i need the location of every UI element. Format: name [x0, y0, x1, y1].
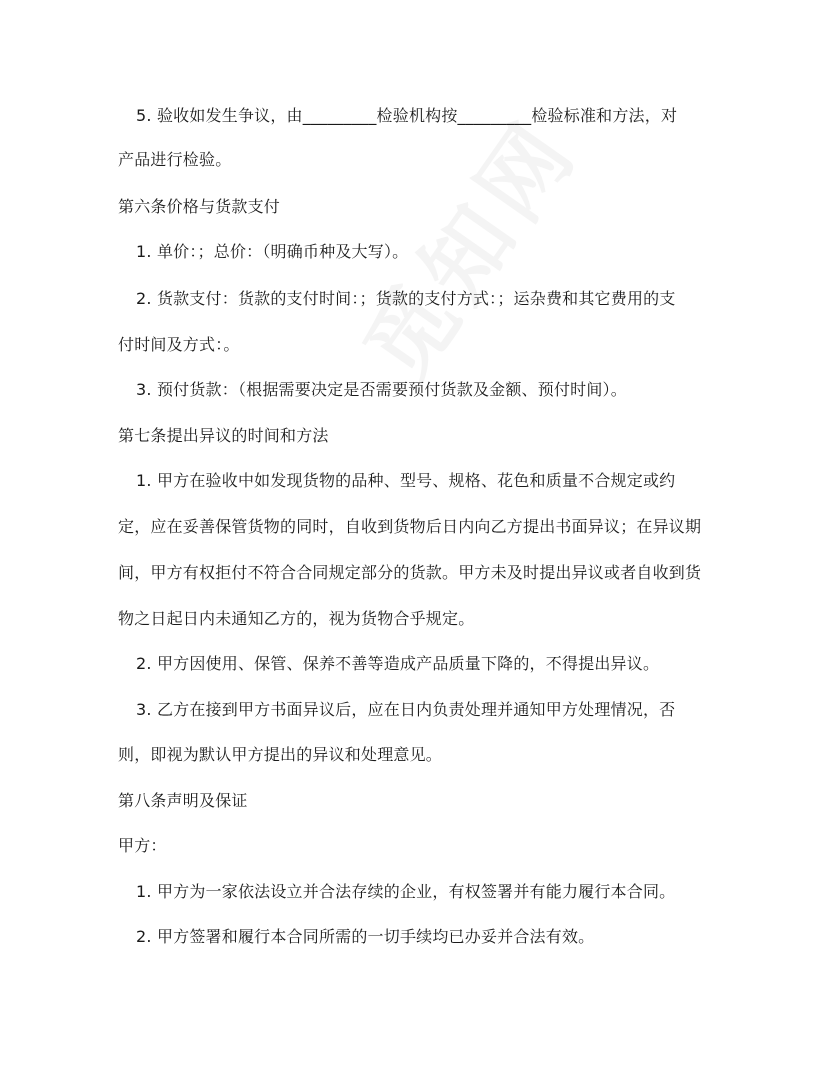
paragraph-line: 2. 货款支付：货款的支付时间：；货款的支付方式：；运杂费和其它费用的支: [136, 289, 676, 308]
paragraph-line: 物之日起日内未通知乙方的，视为货物合乎规定。: [118, 609, 475, 628]
paragraph-line: 付时间及方式：。: [118, 335, 240, 354]
paragraph-line: 产品进行检验。: [118, 150, 232, 169]
paragraph-line: 间，甲方有权拒付不符合合同规定部分的货款。甲方未及时提出异议或者自收到货: [118, 563, 702, 582]
section-heading: 第八条声明及保证: [118, 791, 248, 810]
paragraph-line: 2. 甲方签署和履行本合同所需的一切手续均已办妥并合法有效。: [136, 927, 595, 946]
section-heading: 第六条价格与货款支付: [118, 197, 281, 216]
party-label: 甲方：: [118, 836, 167, 855]
paragraph-line: 1. 单价：；总价：（明确币种及大写）。: [136, 242, 409, 261]
paragraph-line: 1. 甲方在验收中如发现货物的品种、型号、规格、花色和质量不合规定或约: [136, 471, 676, 490]
paragraph-line: 1. 甲方为一家依法设立并合法存续的企业，有权签署并有能力履行本合同。: [136, 882, 676, 901]
section-heading: 第七条提出异议的时间和方法: [118, 426, 329, 445]
paragraph-line: 2. 甲方因使用、保管、保养不善等造成产品质量下降的，不得提出异议。: [136, 654, 660, 673]
paragraph-line: 定，应在妥善保管货物的同时，自收到货物后日内向乙方提出书面异议；在异议期: [118, 517, 702, 536]
paragraph-line: 3. 预付货款：（根据需要决定是否需要预付货款及金额、预付时间）。: [136, 380, 627, 399]
paragraph-line: 则，即视为默认甲方提出的异议和处理意见。: [118, 745, 443, 764]
paragraph-line: 3. 乙方在接到甲方书面异议后，应在日内负责处理并通知甲方处理情况，否: [136, 700, 676, 719]
paragraph-line: 5. 验收如发生争议，由_________检验机构按_________检验标准和方法，对: [136, 106, 678, 125]
